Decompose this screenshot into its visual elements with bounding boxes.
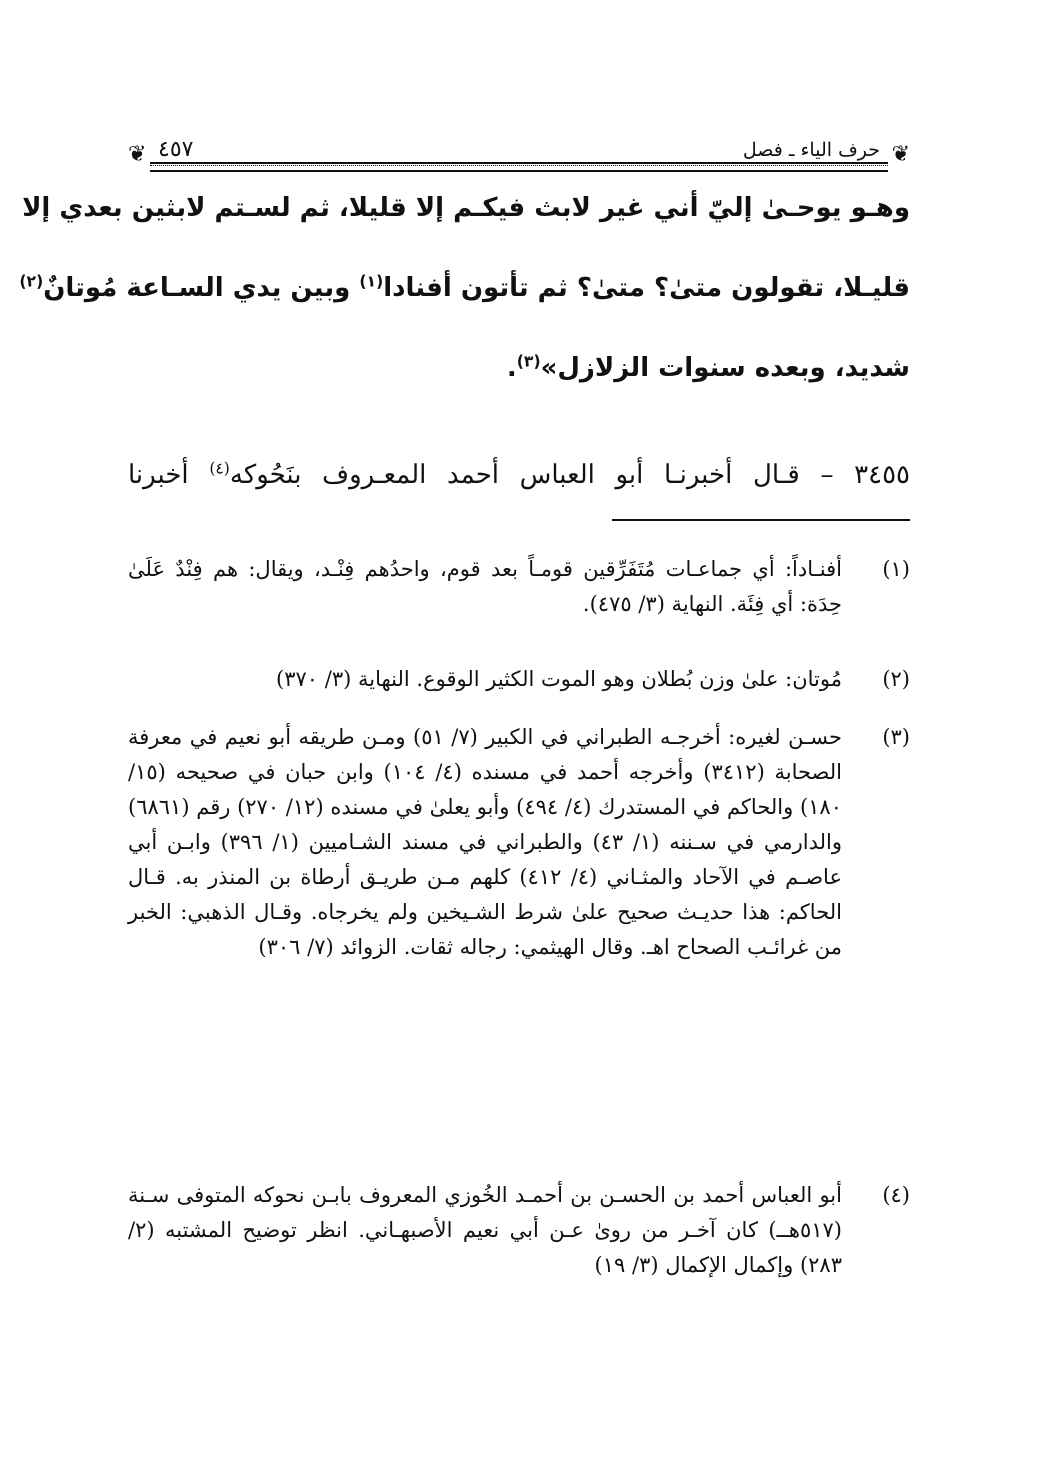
- footnote-ref-4: (٤): [209, 459, 230, 478]
- footnote-text: حسـن لغيره: أخرجـه الطبراني في الكبير (٧/ ٥١) ومـن طريقه أبو نعيم في معرفة الصحابة (٣٤١٢) وأخرجه أحمد في مسنده (٤/ ١٠٤) وابن حبان في صحيحه (١٥/ ١٨٠) والحاكم في المستدرك (٤/ ٤٩٤) وأبو يعلىٰ في مسنده (١٢/ ٢٧٠) رقم (٦٨٦١) والدارمي في سـننه (١/ ٤٣) والطبراني في مسند الشـاميين (١/ ٣٩٦) وابـن أبي عاصـم في الآحاد والمثـاني (٤/ ٤١٢) كلهم مـن طريـق أرطاة بن المنذر به. قـال الحاكم: هذا حديـث صحيح علىٰ شرط الشـيخين ولم يخرجاه. وقـال الذهبي: الخبر من غرائـب الصحاح اهـ. وقال الهيثمي: رجاله ثقات. الزوائد (٧/ ٣٠٦): [128, 725, 842, 959]
- hadith-line: ٣٤٥٥ – قـال أخبرنـا أبو العباس أحمد المعـروف بنَحُوكه$^{(٤)}$ أخبرنا: [128, 459, 910, 490]
- main-text-line-2: قليـلا، تقولون متىٰ؟ متىٰ؟ ثم تأتون أفنادا$^{(١)}$ وبين يدي السـاعة مُوتانٌ$^{(٢)}$: [19, 272, 910, 303]
- footnote-3: [128, 720, 910, 965]
- header-rule: [150, 162, 888, 172]
- footnote-ref-2: (٢): [19, 272, 44, 291]
- footnote-number: (٣): [882, 725, 910, 749]
- ornament-right-icon: ❦: [891, 142, 910, 167]
- footnote-number: (١): [882, 557, 910, 581]
- footnote-4: [128, 1178, 910, 1283]
- page-number: ٤٥٧: [154, 138, 197, 162]
- footnote-1: [128, 552, 910, 622]
- footnote-ref-3: (٣): [516, 352, 541, 371]
- footnote-2: [128, 662, 910, 697]
- footnote-separator: [612, 519, 910, 521]
- footnote-text: أفنـاداً: أي جماعـات مُتَفَرِّقين قومـاً بعد قوم، واحدُهم فِنْـد، ويقال: هم فِنْدٌ عَلَىٰ حِدَة: أي فِئَة. النهاية (٣/ ٤٧٥).: [128, 557, 842, 616]
- running-head: حرف الياء ـ فصل: [739, 138, 884, 162]
- footnote-number: (٤): [882, 1183, 910, 1207]
- page-header: [128, 132, 910, 172]
- footnote-text: أبو العباس أحمد بن الحسـن بن أحمـد الخُوزي المعروف بابـن نحوكه المتوفى سـنة (٥١٧هــ) كان آخـر من روىٰ عـن أبي نعيم الأصبهـاني. انظر توضيح المشتبه (٢/ ٢٨٣) وإكمال الإكمال (٣/ ١٩): [128, 1183, 842, 1277]
- main-text-line-3: شديد، وبعده سنوات الزلازل»$^{(٣)}$.: [506, 352, 910, 383]
- footnote-number: (٢): [882, 667, 910, 691]
- footnote-ref-1: (١): [359, 272, 384, 291]
- footnote-text: مُوتان: علىٰ وزن بُطلان وهو الموت الكثير الوقوع. النهاية (٣/ ٣٧٠): [276, 667, 842, 691]
- ornament-left-icon: ❦: [128, 142, 147, 167]
- main-text-line-1: وهـو يوحـىٰ إليّ أني غير لابث فيكـم إلا قليلا، ثم لسـتم لابثين بعدي إلا: [22, 193, 910, 223]
